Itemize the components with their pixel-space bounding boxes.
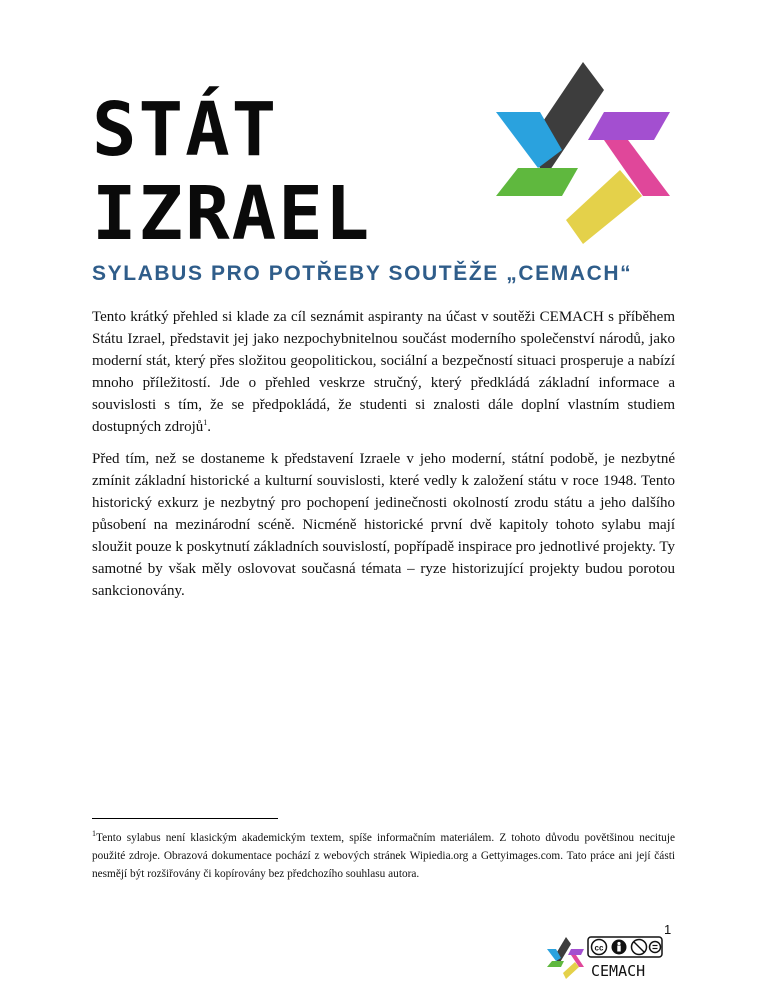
- badge-cemach-text: CEMACH: [591, 962, 646, 980]
- footnote-divider: [92, 818, 278, 819]
- document-subtitle: SYLABUS PRO POTŘEBY SOUTĚŽE „CEMACH“: [92, 262, 633, 285]
- title-line-2: IZRAEL: [92, 171, 372, 257]
- document-title: [92, 88, 371, 256]
- star-segment-yellow: [566, 170, 642, 244]
- title-line-1: STÁT: [92, 87, 279, 173]
- cc-label: cc: [594, 943, 604, 953]
- footnote: [92, 829, 675, 883]
- star-segment-green: [496, 168, 578, 196]
- intro-paragraph: [92, 306, 675, 438]
- history-paragraph: Před tím, než se dostaneme k představení Izraele v jeho moderní, státní podobě, je nezbytné zmínit základní historické a kulturní souvislosti, které vedly k založení státu v roce 1948. Tento historický exkurz je nezbytný pro pochopení jedinečnosti okolností zrodu státu a jeho dalšího působení na mezinárodní scéně. Nicméně historické první dvě kapitoly tohoto sylabu mají sloužit pouze k poskytnutí základních souvislostí, popřípadě inspirace pro jednotlivé projekty. Ty samotné by však měly oslovovat současná témata – ryze historizující projekty budou porotou sankcionovány.: [92, 451, 676, 599]
- intro-paragraph-text: Tento krátký přehled si klade za cíl seznámit aspiranty na účast v soutěži CEMACH s příběhem Státu Izrael, představit jej jako nezpochybnitelnou součást moderního společenství národů, jako moderní stát, který přes složitou geopolitickou, sociální a bezpečností situaci prosperuje a nabízí mnoho příležitostí. Jde o přehled veskrze stručný, který předkládá základní informace a souvislosti s tím, že se předpokládá, že studenti si znalosti dále doplní vlastním studiem dostupných zdrojů: [92, 309, 675, 435]
- small-star-logo-icon: [547, 937, 584, 979]
- footnote-marker: 1: [92, 829, 96, 839]
- star-segment-purple: [588, 112, 670, 140]
- footnote-text: Tento sylabus není klasickým akademickým textem, spíše informačním materiálem. Z tohoto důvodu povětšinou necituje použité zdroje. Obrazová dokumentace pochází z webových stránek Wipiedia.org a Gettyimages.com. Tato práce ani její části nesmějí být rozšiřovány či kopírovány bez předchozího souhlasu autora.: [92, 832, 675, 880]
- cc-license-badge: [544, 935, 664, 981]
- intro-paragraph-end: .: [207, 419, 211, 435]
- star-of-david-logo-icon: [488, 58, 678, 248]
- page-number: 1: [664, 922, 672, 937]
- no-derivatives-icon: [650, 942, 661, 953]
- footnote-reference[interactable]: 1: [203, 418, 208, 427]
